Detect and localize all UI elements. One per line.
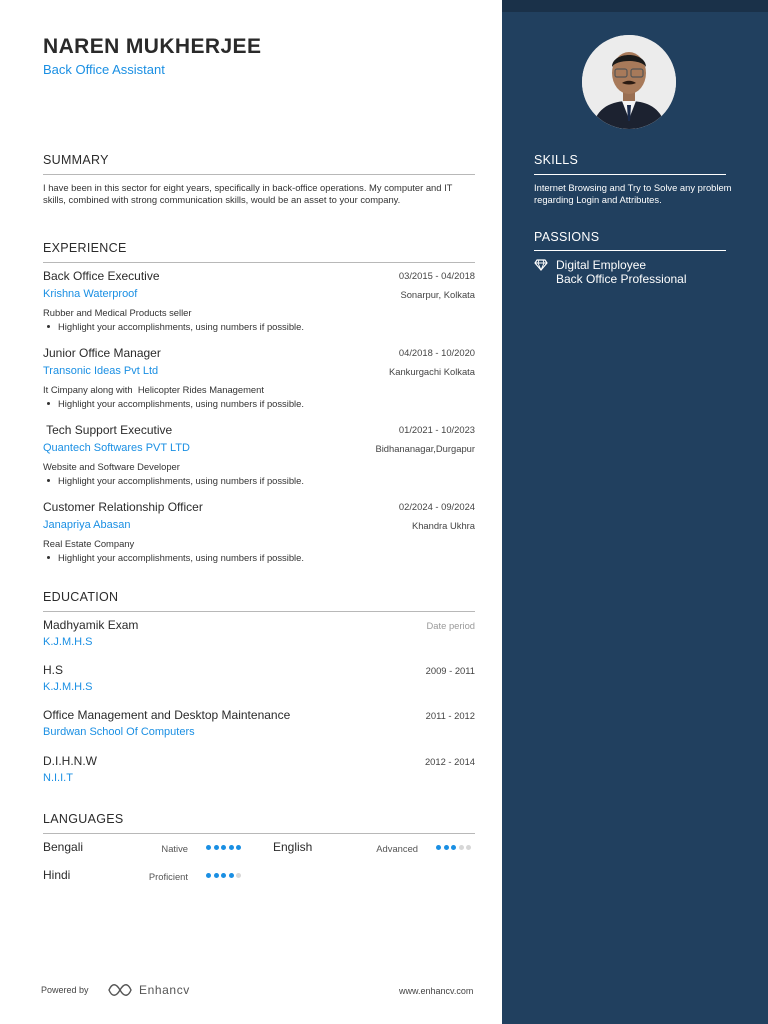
bullet-icon [47, 402, 50, 405]
proficiency-dot [214, 873, 219, 878]
job-description: Rubber and Medical Products seller [43, 307, 192, 318]
job-bullet [47, 475, 304, 486]
enhancv-url-link[interactable]: www.enhancv.com [399, 986, 474, 996]
job-location: Bidhananagar,Durgapur [375, 443, 475, 454]
proficiency-dot [459, 845, 464, 850]
skills-text: Internet Browsing and Try to Solve any problem regarding Login and Attributes. [534, 182, 732, 205]
candidate-role: Back Office Assistant [43, 62, 165, 77]
education-school: K.J.M.H.S [43, 636, 93, 648]
job-location: Khandra Ukhra [411, 520, 475, 531]
proficiency-dot [214, 845, 219, 850]
education-school: Burdwan School Of Computers [43, 726, 195, 738]
summary-title: SUMMARY [43, 153, 109, 167]
languages-title: LANGUAGES [43, 812, 124, 826]
bullet-icon [47, 556, 50, 559]
language-name: Bengali [43, 840, 84, 854]
proficiency-dot [444, 845, 449, 850]
job-dates: 04/2018 - 10/2020 [398, 347, 475, 358]
language-dots [206, 845, 244, 851]
proficiency-dot [236, 873, 241, 878]
skills-title: SKILLS [534, 153, 579, 167]
language-dots [436, 845, 474, 851]
education-divider [43, 611, 475, 612]
job-description: Real Estate Company [43, 538, 135, 549]
education-period: Date period [426, 620, 475, 631]
summary-divider [43, 174, 475, 175]
job-bullet [47, 321, 304, 332]
proficiency-dot [221, 873, 226, 878]
job-dates: 01/2021 - 10/2023 [398, 424, 475, 435]
proficiency-dot [229, 873, 234, 878]
job-company: Quantech Softwares PVT LTD [43, 442, 190, 454]
diamond-icon [534, 259, 548, 271]
proficiency-dot [221, 845, 226, 850]
education-degree: Office Management and Desktop Maintenance [43, 708, 291, 722]
powered-by-label: Powered by [41, 985, 89, 995]
job-title: Tech Support Executive [43, 423, 173, 437]
bullet-icon [47, 479, 50, 482]
passion-line-1: Digital Employee [556, 258, 647, 272]
education-degree: D.I.H.N.W [43, 754, 97, 768]
sidebar-top-bar [502, 0, 768, 12]
passion-line-2: Back Office Professional [556, 272, 687, 286]
job-company: Janapriya Abasan [43, 519, 131, 531]
enhancv-logo-icon [106, 982, 134, 998]
proficiency-dot [229, 845, 234, 850]
job-description: Website and Software Developer [43, 461, 180, 472]
skills-divider [534, 174, 726, 175]
language-level: Native [161, 843, 188, 854]
proficiency-dot [436, 845, 441, 850]
proficiency-dot [466, 845, 471, 850]
education-title: EDUCATION [43, 590, 119, 604]
proficiency-dot [206, 873, 211, 878]
sidebar [502, 0, 768, 1024]
education-period: 2012 - 2014 [424, 756, 475, 767]
job-bullet-text: Highlight your accomplishments, using numbers if possible. [58, 321, 304, 332]
job-dates: 02/2024 - 09/2024 [398, 501, 475, 512]
avatar-icon [582, 35, 676, 129]
proficiency-dot [206, 845, 211, 850]
job-description: It Cimpany along with Helicopter Rides Management [43, 384, 264, 395]
bullet-icon [47, 325, 50, 328]
job-company: Transonic Ideas Pvt Ltd [43, 365, 159, 377]
experience-divider [43, 262, 475, 263]
job-title: Back Office Executive [43, 269, 160, 283]
passions-title: PASSIONS [534, 230, 600, 244]
languages-divider [43, 833, 475, 834]
job-dates: 03/2015 - 04/2018 [398, 270, 475, 281]
language-name: Hindi [43, 868, 71, 882]
job-bullet [47, 552, 304, 563]
enhancv-brand: Enhancv [139, 983, 190, 997]
language-level: Proficient [148, 871, 188, 882]
job-company: Krishna Waterproof [43, 288, 138, 300]
education-period: 2009 - 2011 [425, 665, 475, 676]
job-bullet-text: Highlight your accomplishments, using numbers if possible. [58, 552, 304, 563]
education-period: 2011 - 2012 [425, 710, 475, 721]
language-dots [206, 873, 244, 879]
job-bullet [47, 398, 304, 409]
education-degree: Madhyamik Exam [43, 618, 139, 632]
proficiency-dot [451, 845, 456, 850]
job-bullet-text: Highlight your accomplishments, using numbers if possible. [58, 398, 304, 409]
education-school: K.J.M.H.S [43, 681, 93, 693]
education-school: N.I.I.T [43, 772, 73, 784]
job-title: Junior Office Manager [43, 346, 161, 360]
education-degree: H.S [43, 663, 64, 677]
experience-title: EXPERIENCE [43, 241, 127, 255]
summary-text: I have been in this sector for eight years, specifically in back-office operations. My computer and IT skills, combined with strong communication skills, would be an asset to your company. [43, 182, 453, 205]
job-location: Sonarpur, Kolkata [400, 289, 475, 300]
candidate-name: NAREN MUKHERJEE [43, 35, 262, 58]
job-title: Customer Relationship Officer [43, 500, 203, 514]
proficiency-dot [236, 845, 241, 850]
job-location: Kankurgachi Kolkata [389, 366, 475, 377]
profile-photo [582, 35, 676, 129]
language-name: English [273, 840, 313, 854]
job-bullet-text: Highlight your accomplishments, using numbers if possible. [58, 475, 304, 486]
language-level: Advanced [376, 843, 418, 854]
passions-divider [534, 250, 726, 251]
